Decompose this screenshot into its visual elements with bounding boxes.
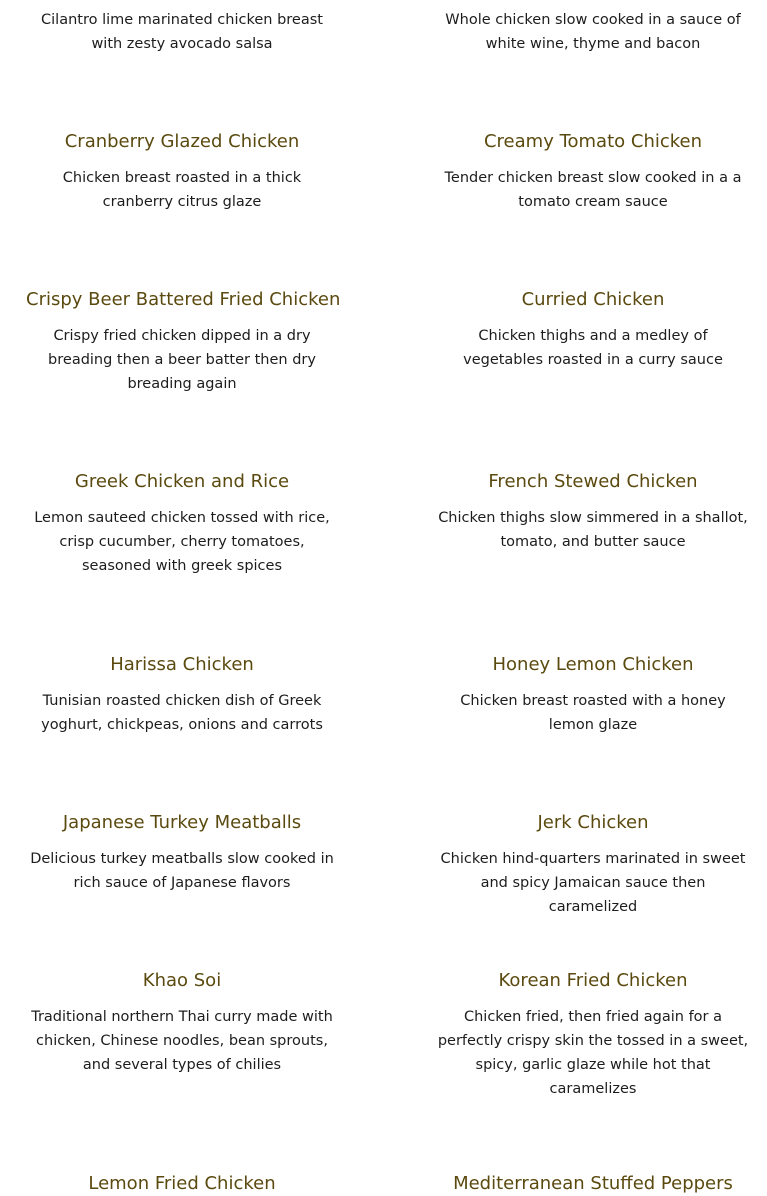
recipe-card xyxy=(437,653,749,737)
recipe-description: Chicken thighs slow simmered in a shallot, tomato, and butter sauce xyxy=(438,510,748,550)
recipe-description: Chicken breast roasted in a thick cranberry citrus glaze xyxy=(62,170,302,210)
recipe-card xyxy=(26,1172,338,1196)
recipe-description: Chicken hind-quarters marinated in sweet and spicy Jamaican sauce then caramelized xyxy=(440,851,746,915)
recipe-title[interactable]: Creamy Tomato Chicken xyxy=(483,131,703,152)
recipe-card xyxy=(26,653,338,737)
recipe-description: Traditional northern Thai curry made with chicken, Chinese noodles, bean sprouts, and several types of chilies xyxy=(31,1009,333,1073)
recipe-description: Cilantro lime marinated chicken breast with zesty avocado salsa xyxy=(41,12,323,52)
recipe-card xyxy=(26,288,341,396)
recipe-card xyxy=(26,811,338,895)
recipe-card xyxy=(437,811,749,919)
recipe-title[interactable]: Lemon Fried Chicken xyxy=(88,1173,276,1194)
recipe-card xyxy=(437,1172,749,1196)
recipe-description: Tender chicken breast slow cooked in a a tomato cream sauce xyxy=(444,170,742,210)
recipe-description: Chicken breast roasted with a honey lemon glaze xyxy=(460,693,726,733)
recipe-description: Delicious turkey meatballs slow cooked in rich sauce of Japanese flavors xyxy=(30,851,334,891)
recipe-title[interactable]: Korean Fried Chicken xyxy=(498,970,688,991)
recipe-title[interactable]: Crispy Beer Battered Fried Chicken xyxy=(26,289,341,310)
recipe-card xyxy=(26,470,338,578)
recipe-title[interactable]: Harissa Chicken xyxy=(110,654,254,675)
recipe-title[interactable]: Cranberry Glazed Chicken xyxy=(64,131,300,152)
recipe-title[interactable]: Japanese Turkey Meatballs xyxy=(62,812,302,833)
recipe-card xyxy=(26,969,338,1077)
recipe-card xyxy=(437,130,749,214)
recipe-title[interactable]: Curried Chicken xyxy=(521,289,665,310)
recipe-card xyxy=(437,969,749,1101)
recipe-description: Lemon sauteed chicken tossed with rice, crisp cucumber, cherry tomatoes, seasoned with greek spices xyxy=(34,510,330,574)
recipe-card xyxy=(437,8,749,56)
recipe-card xyxy=(26,8,338,56)
recipe-description: Chicken thighs and a medley of vegetables roasted in a curry sauce xyxy=(463,328,723,368)
recipe-description: Crispy fried chicken dipped in a dry breading then a beer batter then dry breading again xyxy=(48,328,316,392)
recipe-title[interactable]: Honey Lemon Chicken xyxy=(492,654,694,675)
recipe-title[interactable]: Greek Chicken and Rice xyxy=(74,471,290,492)
recipe-description: Tunisian roasted chicken dish of Greek yoghurt, chickpeas, onions and carrots xyxy=(41,693,323,733)
recipe-title[interactable]: Jerk Chicken xyxy=(537,812,649,833)
recipe-title[interactable]: Mediterranean Stuffed Peppers xyxy=(453,1173,733,1194)
recipe-description: Chicken fried, then fried again for a perfectly crispy skin the tossed in a sweet, spicy, garlic glaze while hot that caramelizes xyxy=(437,1009,749,1097)
recipe-card xyxy=(437,288,749,372)
recipe-card xyxy=(26,130,338,214)
recipe-description: Whole chicken slow cooked in a sauce of white wine, thyme and bacon xyxy=(445,12,741,52)
recipe-title[interactable]: French Stewed Chicken xyxy=(488,471,698,492)
recipe-title[interactable]: Khao Soi xyxy=(142,970,222,991)
recipe-card xyxy=(437,470,749,554)
